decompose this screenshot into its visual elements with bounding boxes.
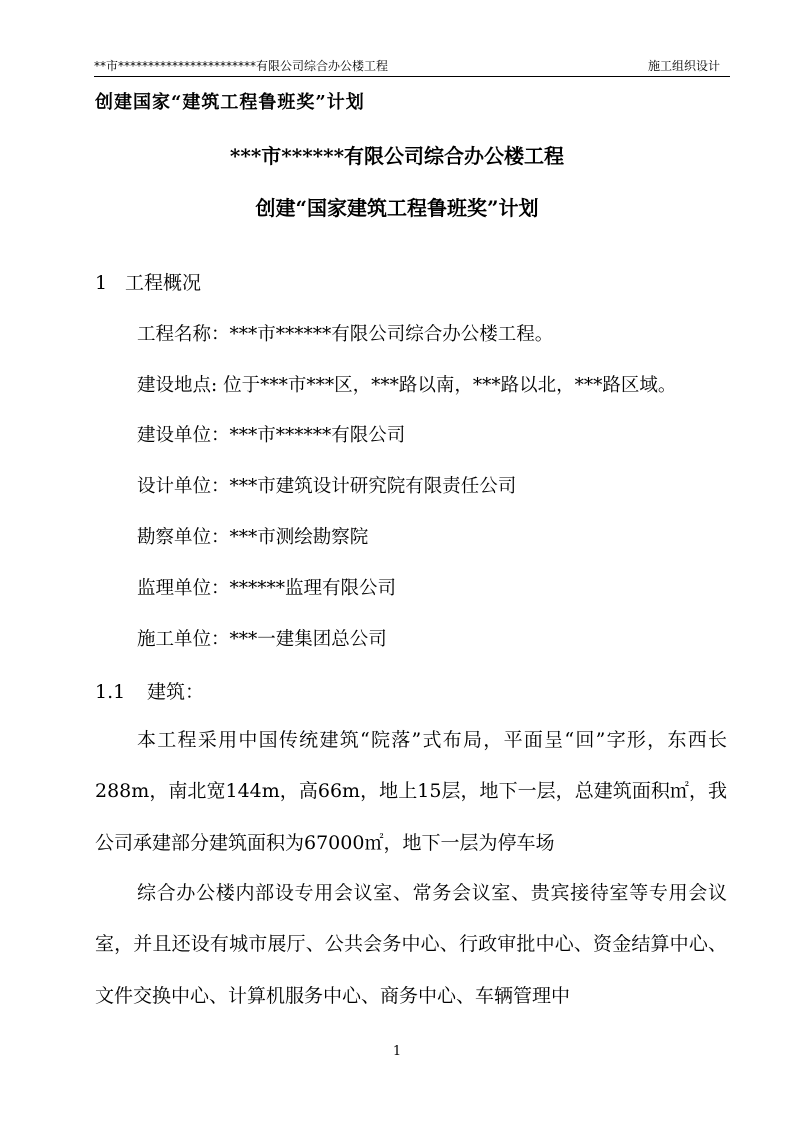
page-number: 1 <box>392 1044 402 1059</box>
contractor-unit-line: 施工单位：***一建集团总公司 <box>137 629 387 650</box>
construction-location-line: 建设地点: 位于***市***区，***路以南，***路以北，***路区域。 <box>137 375 677 396</box>
section-1-1-number: 1.1 <box>95 681 126 703</box>
header-project-name: **市***********************有限公司综合办公楼工程 <box>94 59 389 73</box>
section-1-heading <box>95 268 201 295</box>
survey-unit-line: 勘察单位：***市测绘勘察院 <box>137 527 369 548</box>
construction-unit-line: 建设单位：***市******有限公司 <box>137 425 406 446</box>
section-1-1-heading <box>95 677 204 704</box>
title-line-2: 创建“国家建筑工程鲁班奖”计划 <box>255 196 539 220</box>
section-1-title: 工程概况 <box>125 272 202 294</box>
page-header <box>94 56 730 77</box>
section-1-1-title: 建筑： <box>147 681 205 703</box>
title-line-1: ***市******有限公司综合办公楼工程 <box>229 144 565 168</box>
header-document-type: 施工组织设计 <box>647 59 720 73</box>
supervision-unit-line: 监理单位：******监理有限公司 <box>137 578 397 599</box>
section-1-number: 1 <box>95 272 108 294</box>
project-name-line: 工程名称：***市******有限公司综合办公楼工程。 <box>137 324 554 345</box>
design-unit-line: 设计单位：***市建筑设计研究院有限责任公司 <box>137 476 517 497</box>
facilities-paragraph: 综合办公楼内部设专用会议室、常务会议室、贵宾接待室等专用会议室，并且还设有城市展厅、公共会务中心、行政审批中心、资金结算中心、文件交换中心、计算机服务中心、商务中心、车辆管理中 <box>95 882 727 1007</box>
document-heading: 创建国家“建筑工程鲁班奖”计划 <box>95 92 365 113</box>
building-description-paragraph: 本工程采用中国传统建筑“院落”式布局，平面呈“回”字形，东西长288m，南北宽144m，高66m，地上15层，地下一层，总建筑面积㎡，我公司承建部分建筑面积为67000㎡，地下一层为停车场 <box>95 729 727 854</box>
